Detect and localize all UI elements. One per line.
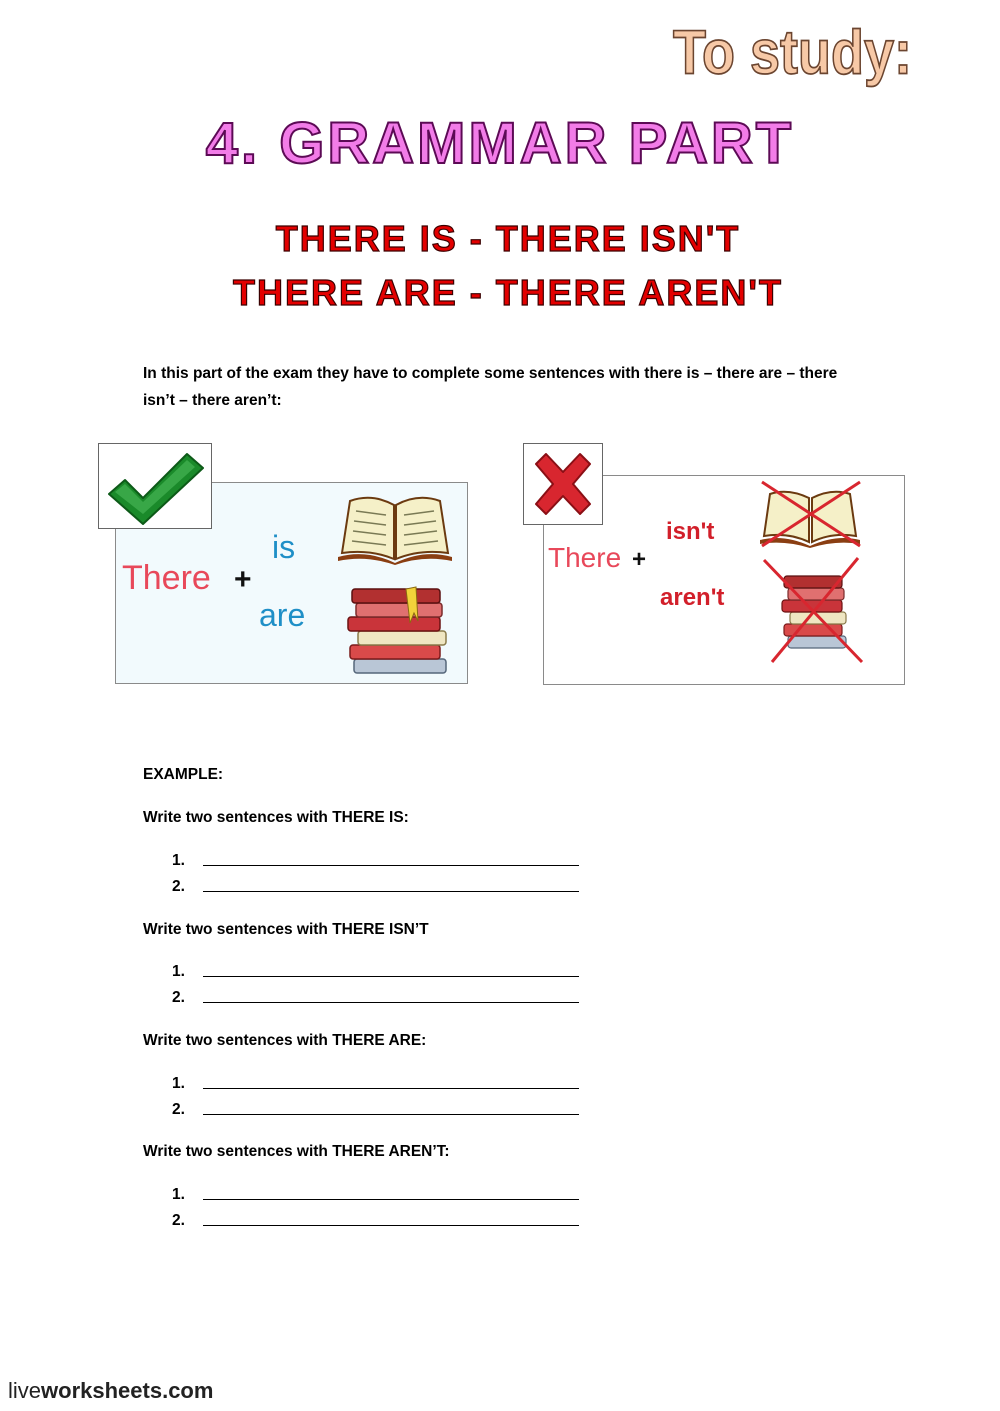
item-number: 2. [172, 878, 185, 895]
there-label: There [548, 542, 622, 573]
is-label: is [272, 529, 296, 565]
answer-underline [203, 976, 579, 977]
footer-brand [8, 1378, 213, 1404]
book-stack-icon [344, 583, 456, 679]
answer-underline [203, 1002, 579, 1003]
example-label: EXAMPLE: [143, 766, 224, 783]
check-box [98, 443, 212, 529]
crossed-book-stack-icon [758, 554, 868, 666]
isnt-label: isn't [666, 518, 715, 545]
task-title-there-is: Write two sentences with THERE IS: [143, 809, 409, 826]
arent-label: aren't [660, 584, 725, 611]
plus-sign: + [632, 546, 647, 573]
item-number: 1. [172, 852, 185, 869]
item-number: 1. [172, 1186, 185, 1203]
page-title: 4. GRAMMAR PART [205, 111, 795, 176]
to-study-heading: To study: [673, 18, 912, 88]
are-label: are [259, 597, 306, 633]
answer-underline [203, 1225, 579, 1226]
open-book-icon [336, 487, 454, 565]
answer-line[interactable] [172, 989, 592, 1009]
answer-line[interactable] [172, 1101, 592, 1121]
item-number: 2. [172, 989, 185, 1006]
answer-line[interactable] [172, 1075, 592, 1095]
subtitle-line-2: THERE ARE - THERE AREN'T [233, 272, 783, 313]
task-title-there-arent: Write two sentences with THERE AREN’T: [143, 1143, 450, 1160]
subtitle-line-1: THERE IS - THERE ISN'T [275, 218, 741, 259]
answer-underline [203, 1088, 579, 1089]
item-number: 1. [172, 1075, 185, 1092]
cross-box [523, 443, 603, 525]
answer-underline [203, 1199, 579, 1200]
intro-text: In this part of the exam they have to complete some sentences with there is – there are – there isn’t – there aren’t: [143, 365, 838, 409]
answer-line[interactable] [172, 852, 592, 872]
brand-bold: worksheets [41, 1378, 163, 1403]
answer-line[interactable] [172, 1186, 592, 1206]
answer-underline [203, 865, 579, 866]
cross-mark-icon [528, 448, 598, 520]
brand-light: live [8, 1378, 42, 1403]
brand-tld: .com [162, 1378, 214, 1403]
there-label: There [122, 559, 211, 597]
item-number: 2. [172, 1101, 185, 1118]
answer-underline [203, 1114, 579, 1115]
item-number: 1. [172, 963, 185, 980]
answer-line[interactable] [172, 878, 592, 898]
answer-line[interactable] [172, 963, 592, 983]
plus-sign: + [234, 563, 252, 596]
checkmark-icon [103, 448, 207, 526]
task-title-there-are: Write two sentences with THERE ARE: [143, 1032, 427, 1049]
answer-line[interactable] [172, 1212, 592, 1232]
answer-underline [203, 891, 579, 892]
item-number: 2. [172, 1212, 185, 1229]
task-title-there-isnt: Write two sentences with THERE ISN’T [143, 921, 429, 938]
crossed-open-book-icon [756, 478, 866, 550]
